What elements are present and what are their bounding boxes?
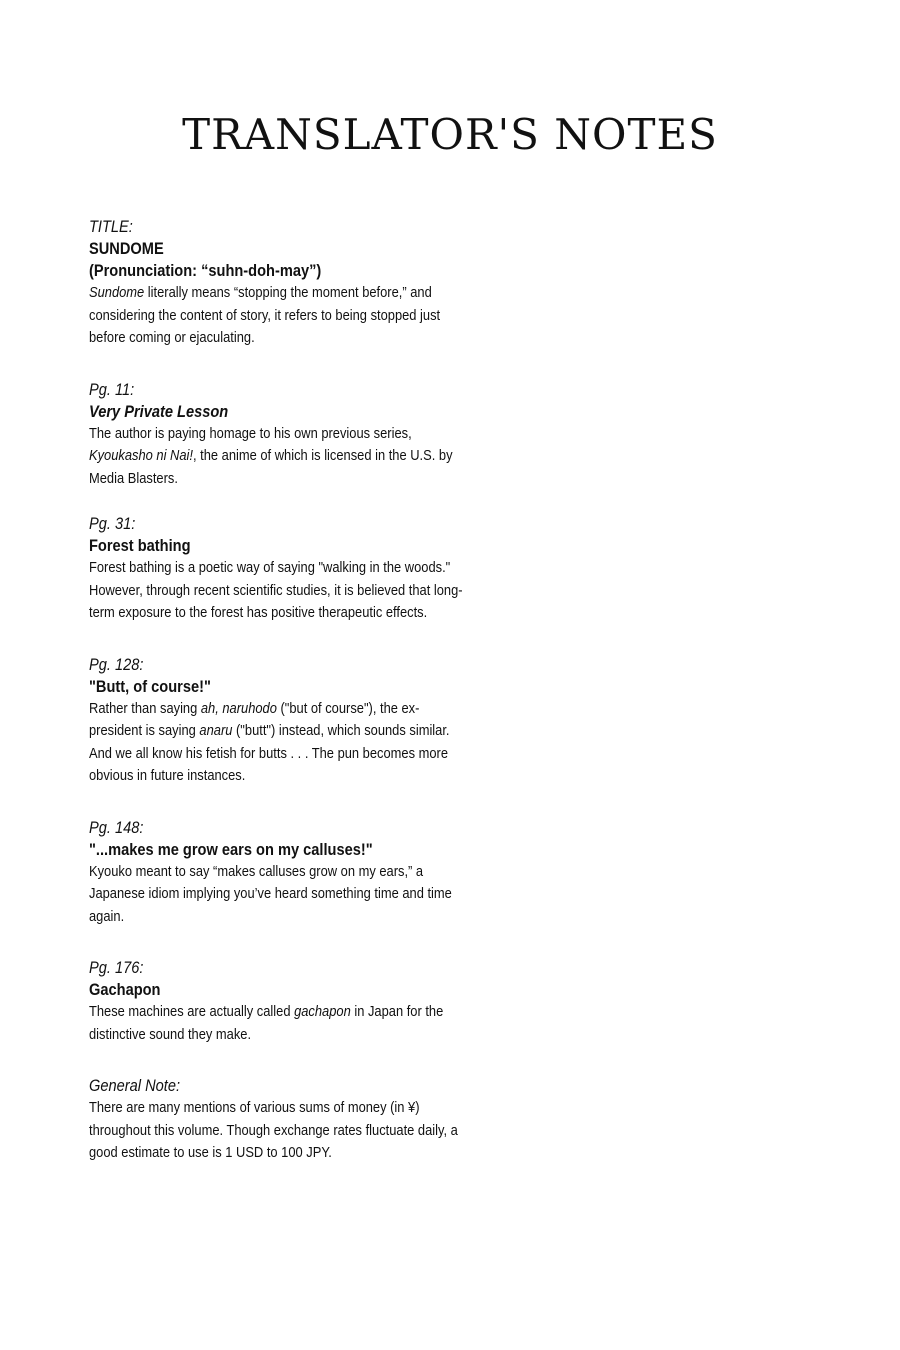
notes-list [89, 215, 467, 1165]
note-pg-11 [89, 378, 467, 491]
note-label: Pg. 31: [89, 514, 136, 533]
note-body-segment: ("but of course"), the ex-president is saying [89, 699, 420, 739]
page-title: TRANSLATOR'S NOTES [182, 110, 718, 159]
note-body [89, 423, 467, 491]
note-body-segment: Sundome [89, 284, 145, 301]
note-body [89, 861, 467, 929]
note-body-segment: gachapon [294, 1003, 351, 1020]
note-subheading: (Pronunciation: “suhn-doh-may”) [89, 261, 322, 280]
note-body [89, 282, 467, 350]
note-body-segment: anaru [199, 722, 233, 739]
note-pg-176 [89, 956, 467, 1046]
note-body-segment: ("butt") instead, which sounds similar. And we all know his fetish for butts . . . The pun becomes more obvious in future instances. [89, 722, 450, 784]
note-body [89, 1097, 467, 1165]
note-label: General Note: [89, 1076, 181, 1095]
note-body [89, 1001, 467, 1046]
note-body-segment: Forest bathing is a poetic way of saying "walking in the woods." However, through recent scientific studies, it is believed that long-term exposure to the forest has positive therapeutic effects. [89, 559, 463, 621]
note-heading: Forest bathing [89, 536, 191, 555]
note-label: TITLE: [89, 217, 133, 236]
note-general [89, 1074, 467, 1165]
note-heading: Very Private Lesson [89, 401, 229, 421]
note-body-segment: Rather than saying [89, 699, 201, 717]
note-label: Pg. 128: [89, 654, 144, 674]
note-label: Pg. 148: [89, 817, 144, 837]
note-body-segment: , the anime of which is licensed in the U.S. by Media Blasters. [89, 447, 453, 487]
note-body-segment: There are many mentions of various sums of money (in ¥) throughout this volume. Though exchange rates fluctuate daily, a good estimate to use is 1 USD to 100 JPY. [89, 1099, 458, 1161]
note-body-segment: literally means “stopping the moment before,” and considering the content of story, it refers to being stopped just before coming or ejaculating. [89, 284, 441, 346]
note-body-segment: The author is paying homage to his own previous series, [89, 424, 412, 442]
note-pg-31 [89, 512, 467, 625]
note-title [89, 215, 467, 350]
note-heading: Gachapon [89, 980, 161, 999]
note-pg-148 [89, 816, 467, 929]
note-heading: "...makes me grow ears on my calluses!" [89, 839, 373, 859]
note-body [89, 557, 467, 625]
note-pg-128 [89, 653, 467, 788]
note-heading: SUNDOME [89, 239, 164, 258]
note-body-segment: These machines are actually called [89, 1003, 295, 1020]
note-body [89, 698, 467, 788]
note-label: Pg. 11: [89, 379, 135, 399]
note-body-segment: Kyoukasho ni Nai! [89, 447, 193, 464]
note-body-segment: in Japan for the distinctive sound they make. [89, 1003, 444, 1043]
note-body-segment: Kyouko meant to say “makes calluses grow on my ears,” a Japanese idiom implying you’ve heard something time and time again. [89, 862, 452, 925]
note-body-segment: ah, naruhodo [200, 699, 277, 717]
note-label: Pg. 176: [89, 958, 144, 977]
note-heading: "Butt, of course!" [89, 676, 211, 696]
